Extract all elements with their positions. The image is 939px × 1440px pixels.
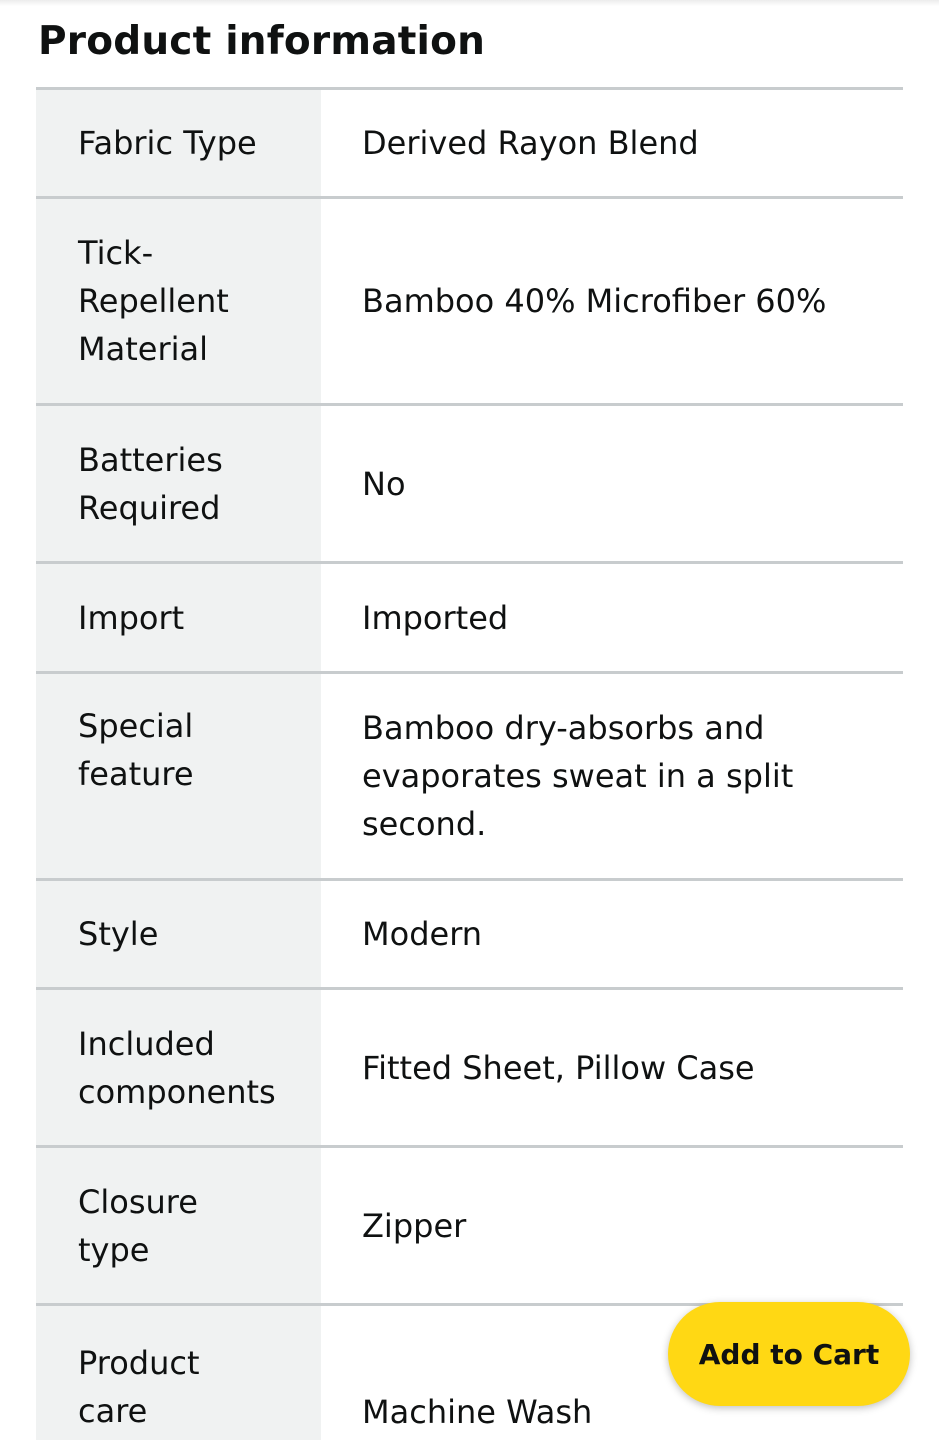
row-label: Closure type <box>36 1148 321 1303</box>
row-value: Zipper <box>362 1206 467 1245</box>
section-title: Product information <box>38 19 486 64</box>
row-label: Import <box>36 564 321 671</box>
row-value: Machine Wash <box>362 1393 593 1431</box>
table-row-style <box>36 878 903 987</box>
table-row-batteries-required <box>36 403 903 561</box>
row-label: Included components <box>36 990 321 1145</box>
table-row-fabric-type <box>36 87 903 196</box>
row-label: Batteries Required <box>36 406 321 561</box>
table-row-tick-repellent-material <box>36 196 903 403</box>
row-label: Style <box>36 881 321 987</box>
table-row-included-components <box>36 987 903 1145</box>
row-label: Product care <box>36 1306 321 1440</box>
row-value: Bamboo dry-absorbs and evaporates sweat in a split second. <box>362 709 794 843</box>
add-to-cart-button[interactable]: Add to Cart <box>668 1302 910 1406</box>
row-value: Derived Rayon Blend <box>362 124 699 162</box>
row-label: Special feature <box>36 674 321 878</box>
row-value: No <box>362 464 406 503</box>
row-label: Tick-Repellent Material <box>36 199 321 403</box>
product-info-table <box>36 87 903 1440</box>
row-value: Bamboo 40% Microfiber 60% <box>362 282 827 320</box>
row-value: Imported <box>362 598 509 637</box>
table-row-special-feature <box>36 671 903 878</box>
row-label: Fabric Type <box>36 90 321 196</box>
top-shadow <box>0 0 939 6</box>
table-row-import <box>36 561 903 671</box>
row-value: Fitted Sheet, Pillow Case <box>362 1048 755 1087</box>
row-value: Modern <box>362 915 483 953</box>
table-row-closure-type <box>36 1145 903 1303</box>
